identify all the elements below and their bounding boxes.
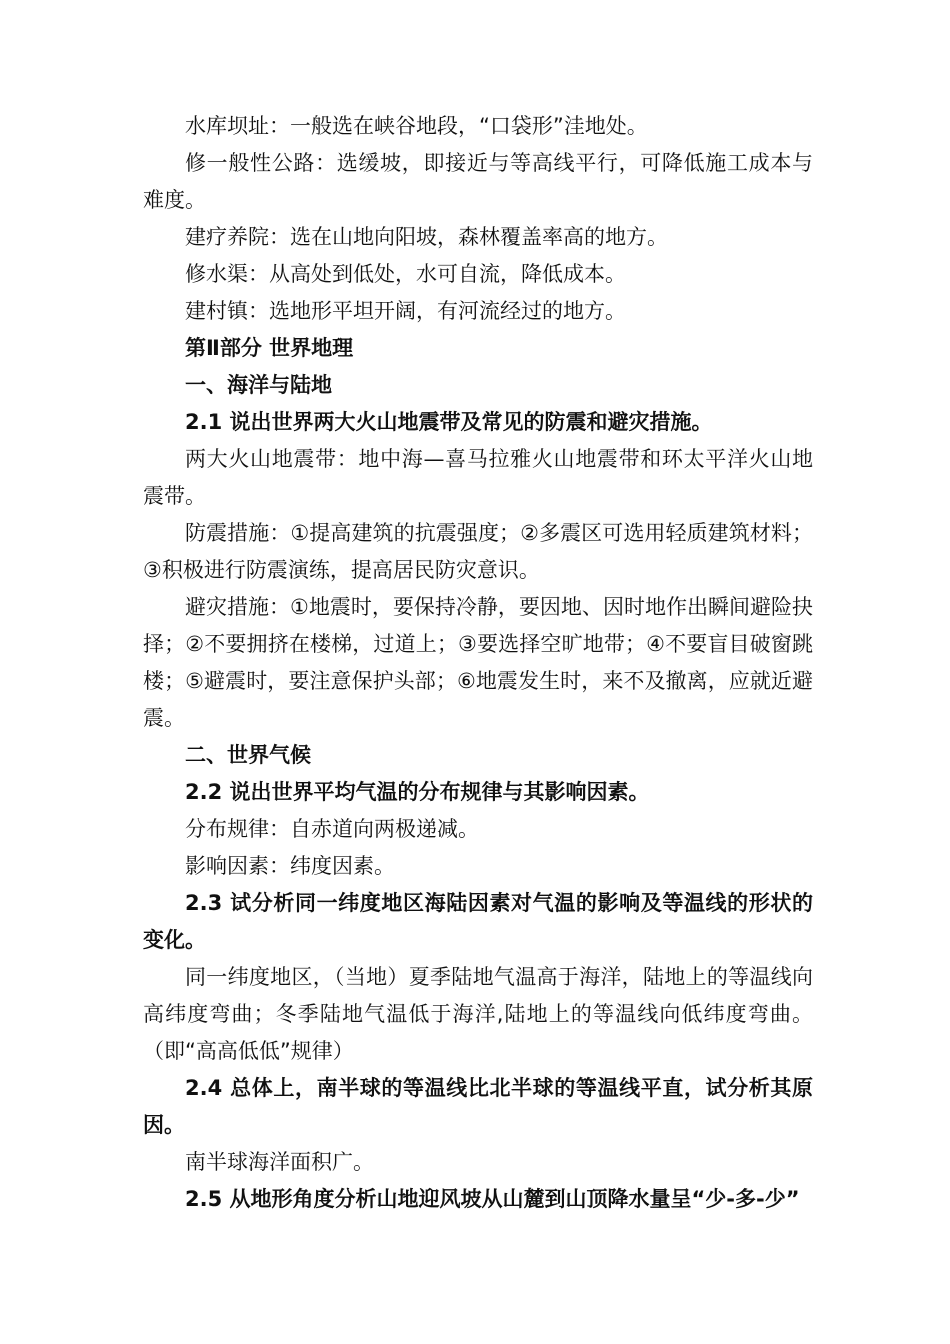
question-2-3: 2.3 试分析同一纬度地区海陆因素对气温的影响及等温线的形状的变化。 <box>143 891 813 952</box>
paragraph-sanatorium: 建疗养院：选在山地向阳坡，森林覆盖率高的地方。 <box>185 225 668 249</box>
paragraph-canal: 修水渠：从高处到低处，水可自流，降低成本。 <box>185 262 626 286</box>
question-2-5: 2.5 从地形角度分析山地迎风坡从山麓到山顶降水量呈“少-多-少” <box>185 1187 800 1211</box>
section-heading-climate: 二、世界气候 <box>185 743 311 767</box>
answer-influence-factor: 影响因素：纬度因素。 <box>185 854 395 878</box>
paragraph-highway: 修一般性公路：选缓坡，即接近与等高线平行，可降低施工成本与难度。 <box>143 151 813 212</box>
question-2-4: 2.4 总体上，南半球的等温线比北半球的等温线平直，试分析其原因。 <box>143 1076 813 1137</box>
answer-distribution-rule: 分布规律：自赤道向两极递减。 <box>185 817 479 841</box>
section-heading-ocean-land: 一、海洋与陆地 <box>185 373 332 397</box>
answer-seismic-belts: 两大火山地震带：地中海—喜马拉雅火山地震带和环太平洋火山地震带。 <box>143 447 813 508</box>
answer-southern-hemisphere: 南半球海洋面积广。 <box>185 1150 374 1174</box>
answer-isotherm-shape: 同一纬度地区，（当地）夏季陆地气温高于海洋，陆地上的等温线向高纬度弯曲；冬季陆地气温低于海洋,陆地上的等温线向低纬度弯曲。（即“高高低低”规律） <box>143 965 813 1063</box>
question-2-2: 2.2 说出世界平均气温的分布规律与其影响因素。 <box>185 780 650 804</box>
document-body <box>143 108 813 1218</box>
part-heading: 第Ⅱ部分 世界地理 <box>185 336 354 360</box>
paragraph-village: 建村镇：选地形平坦开阔，有河流经过的地方。 <box>185 299 626 323</box>
paragraph-reservoir-dam: 水库坝址：一般选在峡谷地段，“口袋形”洼地处。 <box>185 114 648 138</box>
question-2-1: 2.1 说出世界两大火山地震带及常见的防震和避灾措施。 <box>185 410 713 434</box>
answer-earthquake-prevention: 防震措施：①提高建筑的抗震强度；②多震区可选用轻质建筑材料；③积极进行防震演练，提高居民防灾意识。 <box>143 521 813 582</box>
answer-disaster-avoidance: 避灾措施：①地震时，要保持冷静，要因地、因时地作出瞬间避险抉择；②不要拥挤在楼梯，过道上；③要选择空旷地带；④不要盲目破窗跳楼；⑤避震时，要注意保护头部；⑥地震发生时，来不及撤离，应就近避震。 <box>143 595 813 730</box>
